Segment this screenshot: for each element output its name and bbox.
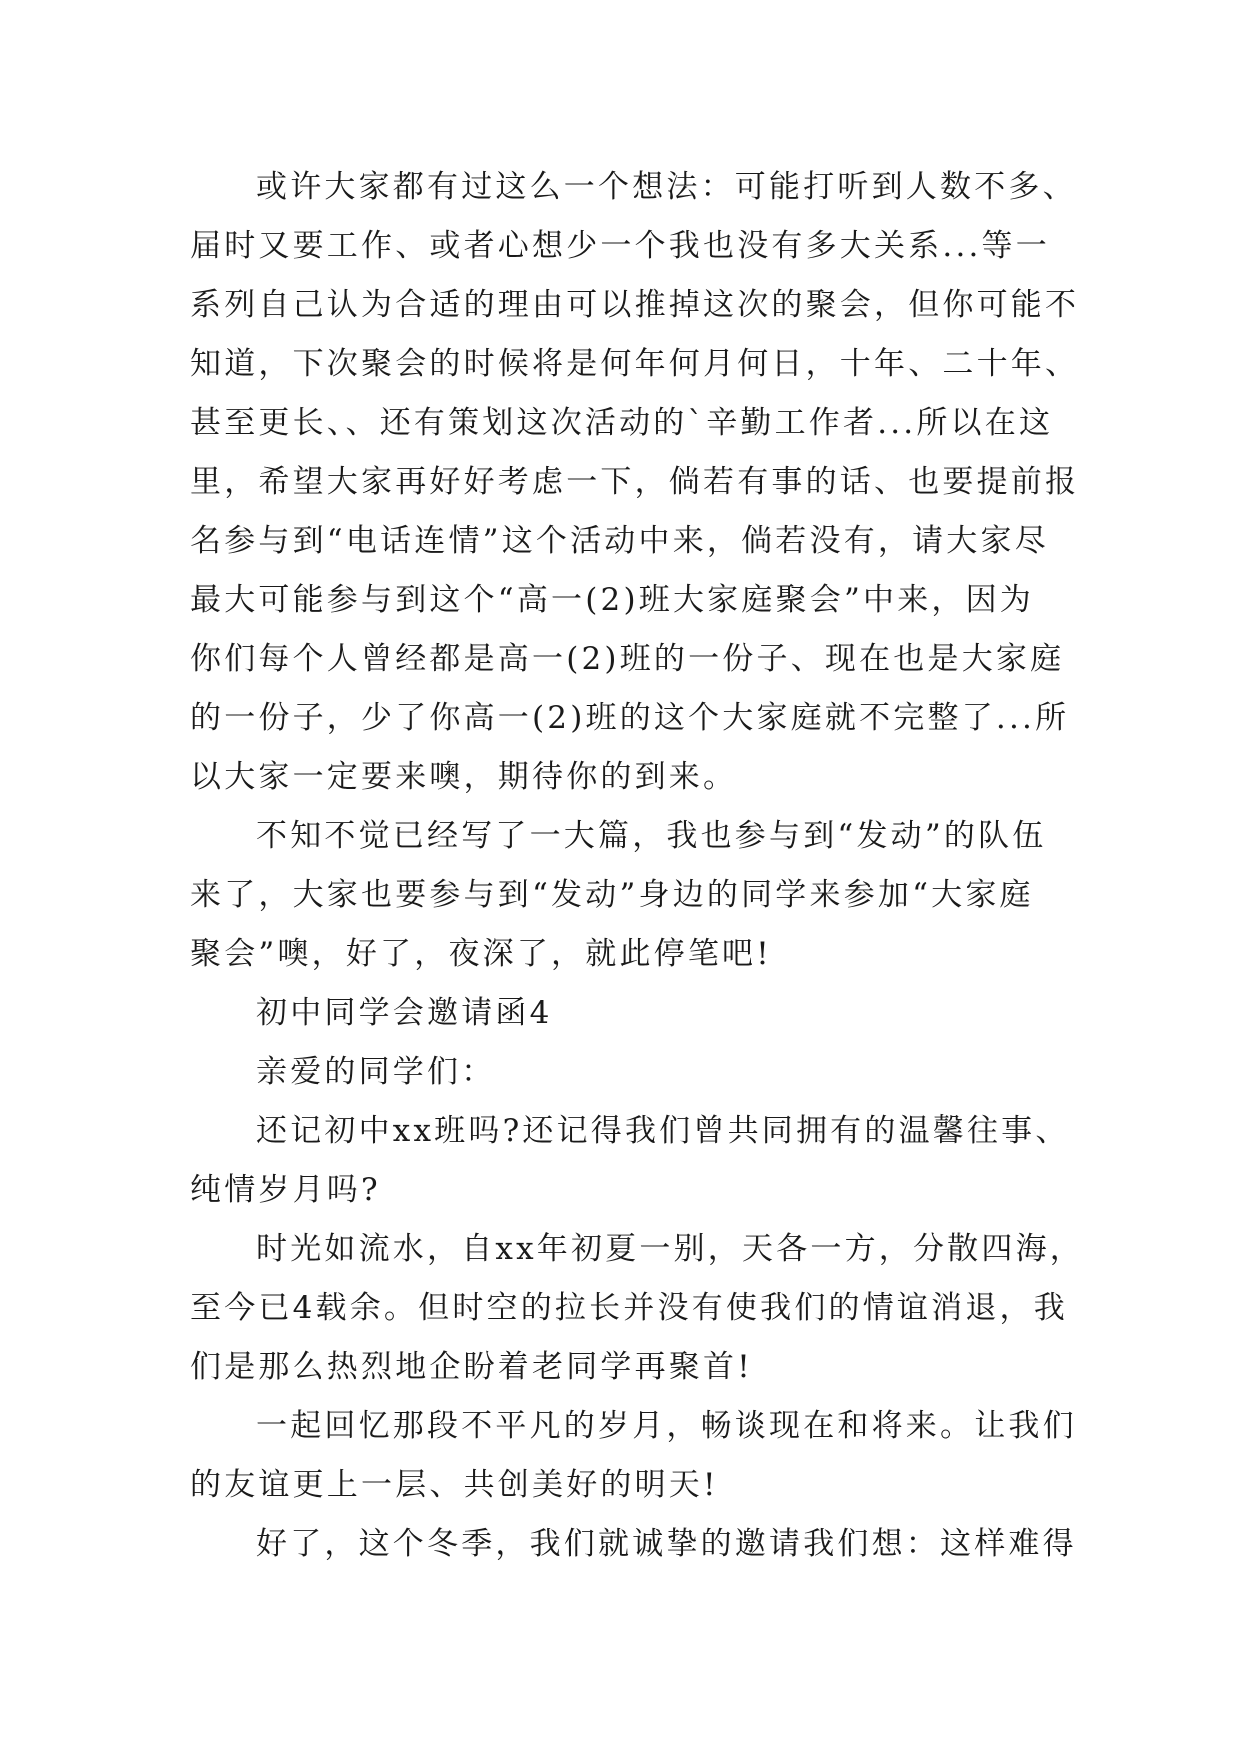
text-line: 好了，这个冬季，我们就诚挚的邀请我们想：这样难得 (256, 1526, 1077, 1562)
text-line: 时光如流水，自xx年初夏一别，天各一方，分散四海， (256, 1231, 1084, 1267)
text-line: 以大家一定要来噢，期待你的到来。 (190, 759, 738, 795)
text-line: 的一份子，少了你高一(2)班的这个大家庭就不完整了...所 (190, 700, 1070, 736)
text-line: 至今已4载余。但时空的拉长并没有使我们的情谊消退，我 (190, 1290, 1068, 1326)
text-line: 里，希望大家再好好考虑一下，倘若有事的话、也要提前报 (190, 464, 1080, 500)
text-line: 甚至更长、、还有策划这次活动的`辛勤工作者...所以在这 (190, 405, 1054, 441)
text-line: 还记初中xx班吗?还记得我们曾共同拥有的温馨往事、 (256, 1113, 1070, 1149)
text-line: 初中同学会邀请函4 (256, 995, 553, 1031)
text-line: 纯情岁月吗? (190, 1172, 381, 1208)
text-line: 届时又要工作、或者心想少一个我也没有多大关系...等一 (190, 228, 1050, 264)
text-line: 你们每个人曾经都是高一(2)班的一份子、现在也是大家庭 (190, 641, 1065, 677)
text-line: 不知不觉已经写了一大篇，我也参与到“发动”的队伍 (256, 818, 1047, 854)
text-line: 聚会”噢，好了，夜深了，就此停笔吧! (190, 936, 772, 972)
text-line: 最大可能参与到这个“高一(2)班大家庭聚会”中来，因为 (190, 582, 1035, 618)
text-line: 一起回忆那段不平凡的岁月，畅谈现在和将来。让我们 (256, 1408, 1077, 1444)
text-line: 或许大家都有过这么一个想法：可能打听到人数不多、 (256, 169, 1077, 205)
text-line: 来了，大家也要参与到“发动”身边的同学来参加“大家庭 (190, 877, 1034, 913)
text-line: 的友谊更上一层、共创美好的明天! (190, 1467, 719, 1503)
text-line: 们是那么热烈地企盼着老同学再聚首! (190, 1349, 753, 1385)
text-line: 知道，下次聚会的时候将是何年何月何日，十年、二十年、 (190, 346, 1080, 382)
text-line: 亲爱的同学们： (256, 1054, 496, 1090)
document-body (190, 158, 1084, 1574)
text-line: 系列自己认为合适的理由可以推掉这次的聚会，但你可能不 (190, 287, 1080, 323)
text-line: 名参与到“电话连情”这个活动中来，倘若没有，请大家尽 (190, 523, 1049, 559)
